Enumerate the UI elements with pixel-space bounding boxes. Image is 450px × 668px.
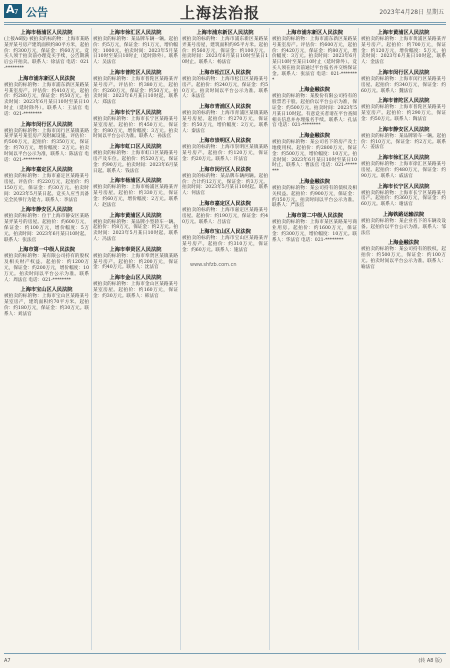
site-url: www.shfzb.com.cn [190, 262, 237, 268]
notice-title: 上海市杨浦区人民法院 [20, 30, 73, 36]
auction-notice [4, 246, 89, 283]
auction-notice [272, 178, 357, 209]
notice-body: 被拍卖的标的物：上海市宝山区某路某号某室房产，建筑面积约70平方米。起拍价：约180万元，保证金：约30万元。联系人：刘法官 [4, 294, 89, 317]
notice-title: 上海市闵行区人民法院 [20, 121, 73, 128]
notice-body: 被拍卖的标的物：某品牌小型轿车一辆。起拍价：约8万元，保证金：约2万元。拍卖时间：2023年5月某日10时起。联系人：冯法官 [93, 219, 178, 242]
notice-title: 上海市虹口区人民法院 [109, 144, 162, 151]
footer-rule [4, 653, 446, 654]
auction-notice [93, 109, 178, 140]
notice-body: 被拍卖的标的物：上海市黄浦区某路某弄某号房产。起拍价：约700万元，保证金：约120万元，增价幅度：5万元。拍卖时间：2023年6月某日10时起。联系人：金法官 [361, 37, 446, 66]
notice-body: 被拍卖的标的物：某品牌车辆两辆。起拍价：合计约12万元，保证金：约3万元。拍卖时间：2023年5月某日10时起。联系人：何法官 [182, 173, 268, 197]
notice-title: 上海市嘉定区人民法院 [199, 200, 251, 207]
newspaper-masthead: 上海法治报 [180, 4, 261, 22]
auction-notice [361, 211, 446, 236]
notice-body: 被拍卖的标的物：某品牌轿车一辆。起拍价：约10万元，保证金：约2万元。联系人：姜法官 [361, 133, 446, 151]
notice-title: 上海市杨浦区人民法院 [109, 178, 162, 185]
continued-note: (转 A8 版) [418, 658, 442, 664]
auction-notice [93, 177, 178, 208]
notice-title: 上海市奉贤区人民法院 [109, 246, 162, 253]
notice-body: 被拍卖的标的物：某公司持有的股权。起拍价：约500万元，保证金：约100万元。拍卖时间以平台公示为准。联系人：喻法官 [361, 247, 446, 270]
auction-notice [4, 121, 89, 164]
notice-body: 被拍卖的标的物：上海市浦东新区某路某弄某号房屋，建筑面积约95平方米。起拍价：约560万元，保证金：约100万元。拍卖时间：2023年6月某日10时至某日10时止。联系人：杨法官 [182, 37, 268, 66]
auction-notice [4, 286, 89, 317]
auction-notice [93, 274, 178, 299]
notice-body: 被拍卖的标的物：上海市浦东新区某路某号某室房产。评估价：约410万元，起拍价：约280万元，保证金：约50万元。拍卖时间：2023年6月某日10时至某日10时止（延时除外）。联系人：王法官 电话：021-******** [4, 82, 89, 117]
notice-title: 上海市浦东新区人民法院 [196, 30, 254, 36]
notice-body: 被拍卖的标的物：上海市某区某路某号商业用房。起拍价：约1600万元，保证金：约300万元，增价幅度：10万元。联系人：华法官 电话：021-******** [272, 220, 357, 243]
auction-notice [361, 154, 446, 179]
section-badge [4, 4, 22, 18]
notice-title: 上海市徐汇区人民法院 [109, 30, 162, 36]
notice-title: 上海铁路运输法院 [382, 211, 425, 218]
auction-notice [272, 212, 357, 243]
page-header [0, 0, 450, 22]
notice-body: 被拍卖的标的物：某有限公司持有的股权及相关财产权益。起拍价：约1200万元，保证金：约200万元，增价幅度：10万元。拍卖时间以平台公示为准。联系人：周法官 电话：021-******** [4, 254, 89, 283]
notice-body: 被拍卖的标的物：位于上海市静安区某路某弄某号的房屋。起拍价：约600万元，保证金：约100万元，增价幅度：5万元。拍卖时间：2023年6月某日10时起。联系人：张法官 [4, 214, 89, 243]
notice-title: 上海市浦东新区人民法院 [285, 30, 344, 36]
notice-body: 被拍卖的标的物：上海市奉贤区某镇某路某号房产。起拍价：约200万元，保证金：约40万元。联系人：沈法官 [93, 253, 178, 271]
notice-title: 上海金融法院 [387, 240, 420, 247]
column-5 [361, 28, 446, 650]
notice-title: 上海市普陀区人民法院 [109, 69, 162, 76]
header-rule [4, 22, 446, 23]
column-3 [182, 28, 268, 650]
auction-notice [4, 75, 89, 118]
notice-title: 上海金融法院 [298, 133, 331, 140]
auction-notice [182, 200, 268, 225]
notice-title: 上海市闵行区人民法院 [199, 166, 251, 173]
notice-title: 上海市金山区人民法院 [109, 275, 162, 282]
auction-notice [93, 212, 178, 243]
column-divider [91, 28, 92, 650]
column-divider [180, 28, 181, 650]
notice-title: 上海市黄浦区人民法院 [377, 30, 430, 36]
notice-title: 上海市宝山区人民法院 [20, 287, 73, 294]
notice-body: 被拍卖的标的物：上海市闵行区某路某号房屋。起拍价：约340万元，保证金：约60万元。联系人：魏法官 [361, 76, 446, 94]
auction-notice [361, 29, 446, 66]
notice-title: 上海金融法院 [298, 87, 331, 94]
auction-notice [182, 166, 268, 197]
auction-notice [4, 166, 89, 203]
auction-notice [361, 239, 446, 270]
notice-body: 被拍卖的标的物：上海市普陀区某路某号某室房产。起拍价：约290万元，保证金：约50万元。联系人：陶法官 [361, 105, 446, 122]
auction-notice [361, 97, 446, 122]
notice-body: 被拍卖的标的物：某公司名下的房产及土地使用权。起拍价：约2800万元，保证金：约500万元，增价幅度：10万元。拍卖时间：2023年6月某日10时至某日10时止。联系人：曹法官 电话：021-******** [272, 140, 357, 175]
notice-title: 上海市崇明区人民法院 [199, 138, 251, 145]
auction-notice [361, 126, 446, 151]
auction-notice [361, 69, 446, 94]
notice-body: 被拍卖的标的物：某股份有限公司持有的股票若干股。起拍价以平台公示为准，保证金：约500万元。拍卖时间：2023年5月某日10时起。有意竞买者请在平台查阅相关信息并办理报名手续。联系人：孔法官 电话：021-******** [272, 94, 357, 129]
auction-notice [272, 29, 357, 83]
notice-columns [4, 28, 446, 650]
notice-title: 上海市长宁区人民法院 [109, 109, 162, 116]
notice-title: 上海市浦东新区人民法院 [17, 75, 76, 82]
auction-notice [361, 183, 446, 208]
column-2 [93, 28, 178, 650]
auction-notice [4, 29, 89, 72]
notice-body: 被拍卖的标的物：上海市杨浦区某路某弄某号房屋。起拍价：约330万元，保证金：约60万元，增价幅度：2万元。联系人：赵法官 [93, 185, 178, 208]
column-divider [269, 28, 270, 650]
column-divider [358, 28, 359, 650]
notice-body: 被拍卖的标的物：某品牌车辆一辆。起拍价：约5万元，保证金：约1万元，增价幅度：1000元。拍卖时间：2023年5月某日10时至某日10时止（延时除外）。联系人：吴法官 [93, 37, 178, 66]
notice-body: 被拍卖的标的物：上海市嘉定区某路某号房屋。评估价：约220万元，起拍价：约150万元，保证金：约30万元。拍卖时间：2023年5月某日起。竞买人应当具备完全民事行为能力。联系人：李法官 [4, 174, 89, 203]
section-number: 7 [14, 8, 19, 16]
notice-title: 上海市第一中级人民法院 [17, 247, 76, 254]
notice-body: 被拍卖的标的物：上海市闵行区某镇某路某弄某号某室房产及附属设施。评估价：约500万元，起拍价：约350万元，保证金：约70万元，增价幅度：2万元。拍卖时间以平台公示为准，联系人：陈法官 电话：021-******** [4, 128, 89, 163]
notice-title: 上海市闵行区人民法院 [377, 69, 430, 76]
auction-notice [182, 103, 268, 134]
section-letter: A [6, 3, 15, 16]
notice-body: (上接A6版) 被拍卖的标的物：上海市某路某弄某号房产建筑面积约80平方米，起拍价：约300万元，保证金：约60万元。竞买人须于拍卖前办理竞买手续，公告期满后公开拍卖。联系人：徐法官 电话：021-******** [4, 37, 89, 71]
auction-notice [272, 132, 357, 175]
notice-title: 上海市第二中级人民法院 [285, 213, 344, 220]
date-line: 2023年4月28日 星期五 [379, 9, 444, 16]
notice-title: 上海金融法院 [298, 178, 331, 185]
auction-notice [182, 29, 268, 66]
notice-title: 上海市宝山区人民法院 [199, 229, 251, 236]
auction-notice [93, 29, 178, 66]
notice-title: 上海市静安区人民法院 [20, 207, 73, 214]
auction-notice [182, 69, 268, 100]
notice-body: 被拍卖的标的物：上海市松江区某路某号房产。起拍价：约240万元，保证金：约50万元。拍卖时间以平台公示为准。联系人：朱法官 [182, 76, 268, 100]
auction-notice [93, 69, 178, 106]
notice-title: 上海市青浦区人民法院 [199, 104, 251, 111]
notice-body: 被拍卖的标的物：上海市崇明区某镇某路某号房产。起拍价：约120万元，保证金：约20万元。联系人：许法官 [182, 145, 268, 162]
auction-notice [93, 246, 178, 271]
page-number: A7 [4, 658, 11, 664]
column-1 [4, 28, 89, 650]
header-rule-thin [4, 24, 446, 25]
notice-title: 上海市松江区人民法院 [199, 69, 251, 76]
notice-body: 被拍卖的标的物：上海市嘉定区某路某号房屋。起拍价：约190万元，保证金：约40万元。联系人：吕法官 [182, 207, 268, 225]
notice-title: 上海市嘉定区人民法院 [20, 167, 73, 174]
notice-title: 上海市黄浦区人民法院 [109, 212, 162, 219]
notice-title: 上海市徐汇区人民法院 [377, 155, 430, 162]
notice-body: 被拍卖的标的物：某公司持有的债权及相关权益。起拍价：约900万元，保证金：约150万元。拍卖时间以平台公示为准。联系人：严法官 [272, 185, 357, 209]
notice-body: 被拍卖的标的物：上海市宝山区某路某弄某号房产。起拍价：约310万元，保证金：约60万元。联系人：施法官 [182, 236, 268, 253]
notice-title: 上海市静安区人民法院 [377, 126, 430, 133]
notice-body: 被拍卖的标的物：上海市长宁区某路某号房产。起拍价：约360万元，保证金：约60万元。联系人：谢法官 [361, 190, 446, 208]
notice-body: 被拍卖的标的物：上海市虹口区某路某号房产及车位。起拍价：约520万元，保证金：约90万元。拍卖时间：2023年6月某日起。联系人：钱法官 [93, 151, 178, 174]
auction-notice [93, 143, 178, 174]
notice-body: 被拍卖的标的物：上海市浦东新区某路某号某室房产。评估价：约600万元，起拍价：约420万元，保证金：约80万元，增价幅度：3万元。拍卖时间：2023年6月某日10时至某日10时止（延时除外）。竞买人须在拍卖前通过平台报名并交纳保证金。联系人：张法官 电话：021-******** [272, 37, 357, 83]
notice-body: 被拍卖的标的物：上海市徐汇区某路某号房屋。起拍价：约480万元，保证金：约90万元。联系人：戚法官 [361, 162, 446, 179]
column-4 [272, 28, 357, 650]
auction-notice [4, 206, 89, 243]
notice-body: 被拍卖的标的物：某企业名下的车辆及设备。起拍价以平台公示为准。联系人：邹法官 [361, 218, 446, 236]
auction-notice [182, 137, 268, 162]
notice-body: 被拍卖的标的物：上海市长宁区某路某号某室房屋。起拍价：约450万元，保证金：约80万元，增价幅度：3万元。拍卖时间以平台公示为准。联系人：孙法官 [93, 116, 178, 140]
auction-notice [272, 86, 357, 129]
auction-notice [182, 228, 268, 253]
notice-title: 上海市普陀区人民法院 [377, 98, 430, 105]
notice-body: 被拍卖的标的物：上海市青浦区某镇某路某号房屋。起拍价：约270万元，保证金：约50万元，增价幅度：2万元。联系人：秦法官 [182, 111, 268, 134]
section-title: 公告 [26, 6, 48, 19]
notice-body: 被拍卖的标的物：上海市金山区某路某号某室房屋。起拍价：约160万元，保证金：约30万元。联系人：韩法官 [93, 282, 178, 299]
notice-body: 被拍卖的标的物：上海市普陀区某路某弄某号房产。评估价：约380万元，起拍价：约260万元，保证金：约50万元。拍卖时间：2023年6月某日10时起。联系人：郑法官 [93, 76, 178, 106]
notice-title: 上海市长宁区人民法院 [377, 183, 430, 190]
